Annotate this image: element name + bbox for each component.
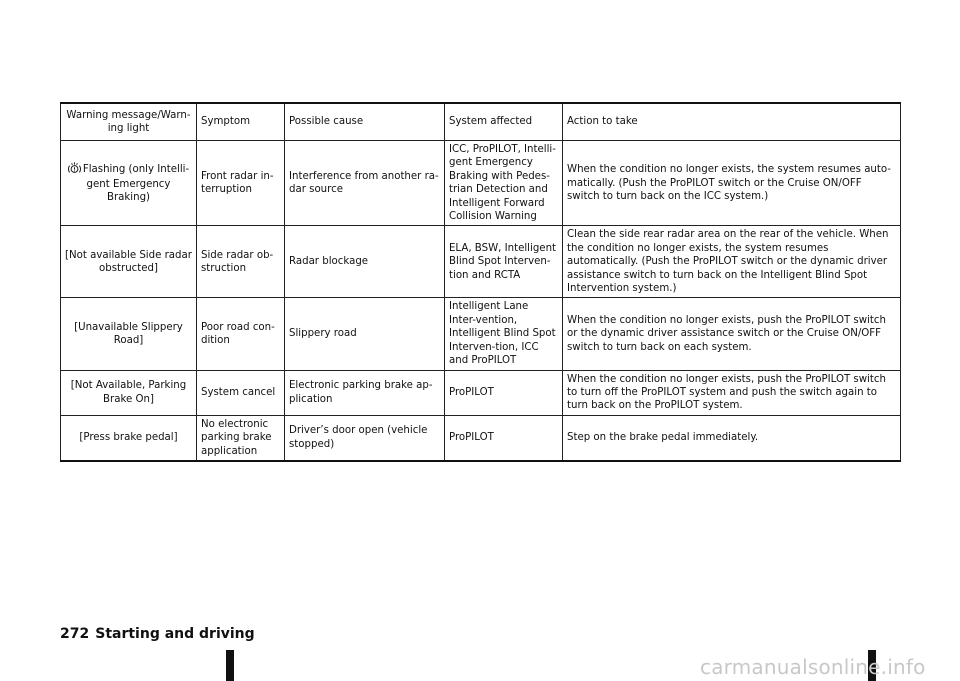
header-possible-cause: Possible cause <box>285 103 445 141</box>
table-row <box>61 370 901 415</box>
header-symptom: Symptom <box>197 103 285 141</box>
table-row <box>61 298 901 370</box>
table-row <box>61 415 901 461</box>
cell-system: ELA, BSW, Intelligent Blind Spot Interven-tion and RCTA <box>445 226 563 298</box>
table-row <box>61 141 901 226</box>
cell-system: Intelligent Lane Inter-vention, Intelligent Blind Spot Interven-tion, ICC and ProPILOT <box>445 298 563 370</box>
table-row <box>61 226 901 298</box>
cell-system: ProPILOT <box>445 415 563 461</box>
cell-symptom: Side radar ob-struction <box>197 226 285 298</box>
cell-warning: [Not available Side radar obstructed] <box>61 226 197 298</box>
page-number: 272 <box>60 626 90 642</box>
warning-text: Flashing (only Intelli-gent Emergency Braking) <box>82 163 190 204</box>
emergency-brake-warning-icon <box>68 162 81 178</box>
left-edge-bar <box>226 650 234 681</box>
cell-action: Step on the brake pedal immediately. <box>563 415 901 461</box>
page-footer <box>60 626 255 642</box>
cell-symptom: Front radar in-terruption <box>197 141 285 226</box>
header-system-affected: System affected <box>445 103 563 141</box>
cell-system: ProPILOT <box>445 370 563 415</box>
header-warning: Warning message/Warn-ing light <box>61 103 197 141</box>
cell-cause: Radar blockage <box>285 226 445 298</box>
cell-cause: Driver’s door open (vehicle stopped) <box>285 415 445 461</box>
header-action: Action to take <box>563 103 901 141</box>
warning-table <box>60 102 901 462</box>
cell-action: When the condition no longer exists, the system resumes auto-matically. (Push the ProPILOT switch or the Cruise ON/OFF switch to turn back on the ICC system.) <box>563 141 901 226</box>
cell-cause: Electronic parking brake ap-plication <box>285 370 445 415</box>
cell-symptom: No electronic parking brake application <box>197 415 285 461</box>
cell-system: ICC, ProPILOT, Intelli-gent Emergency Braking with Pedes-trian Detection and Intelligent Forward Collision Warning <box>445 141 563 226</box>
watermark: carmanualsonline.info <box>700 655 926 679</box>
table-header-row <box>61 103 901 141</box>
cell-symptom: System cancel <box>197 370 285 415</box>
cell-cause: Slippery road <box>285 298 445 370</box>
cell-warning: [Press brake pedal] <box>61 415 197 461</box>
cell-symptom: Poor road con-dition <box>197 298 285 370</box>
cell-action: When the condition no longer exists, push the ProPILOT switch or the dynamic driver assistance switch or the Cruise ON/OFF switch to turn back on each system. <box>563 298 901 370</box>
section-title: Starting and driving <box>95 626 255 642</box>
cell-warning: [Not Available, Parking Brake On] <box>61 370 197 415</box>
cell-cause: Interference from another ra-dar source <box>285 141 445 226</box>
cell-action: Clean the side rear radar area on the rear of the vehicle. When the condition no longer exists, the system resumes automatically. (Push the ProPILOT switch or the dynamic driver assistance switch to turn back on the Intelligent Blind Spot Intervention system.) <box>563 226 901 298</box>
cell-action: When the condition no longer exists, push the ProPILOT switch to turn off the ProPILOT system and push the switch again to turn back on the ProPILOT system. <box>563 370 901 415</box>
cell-warning <box>61 141 197 226</box>
cell-warning: [Unavailable Slippery Road] <box>61 298 197 370</box>
